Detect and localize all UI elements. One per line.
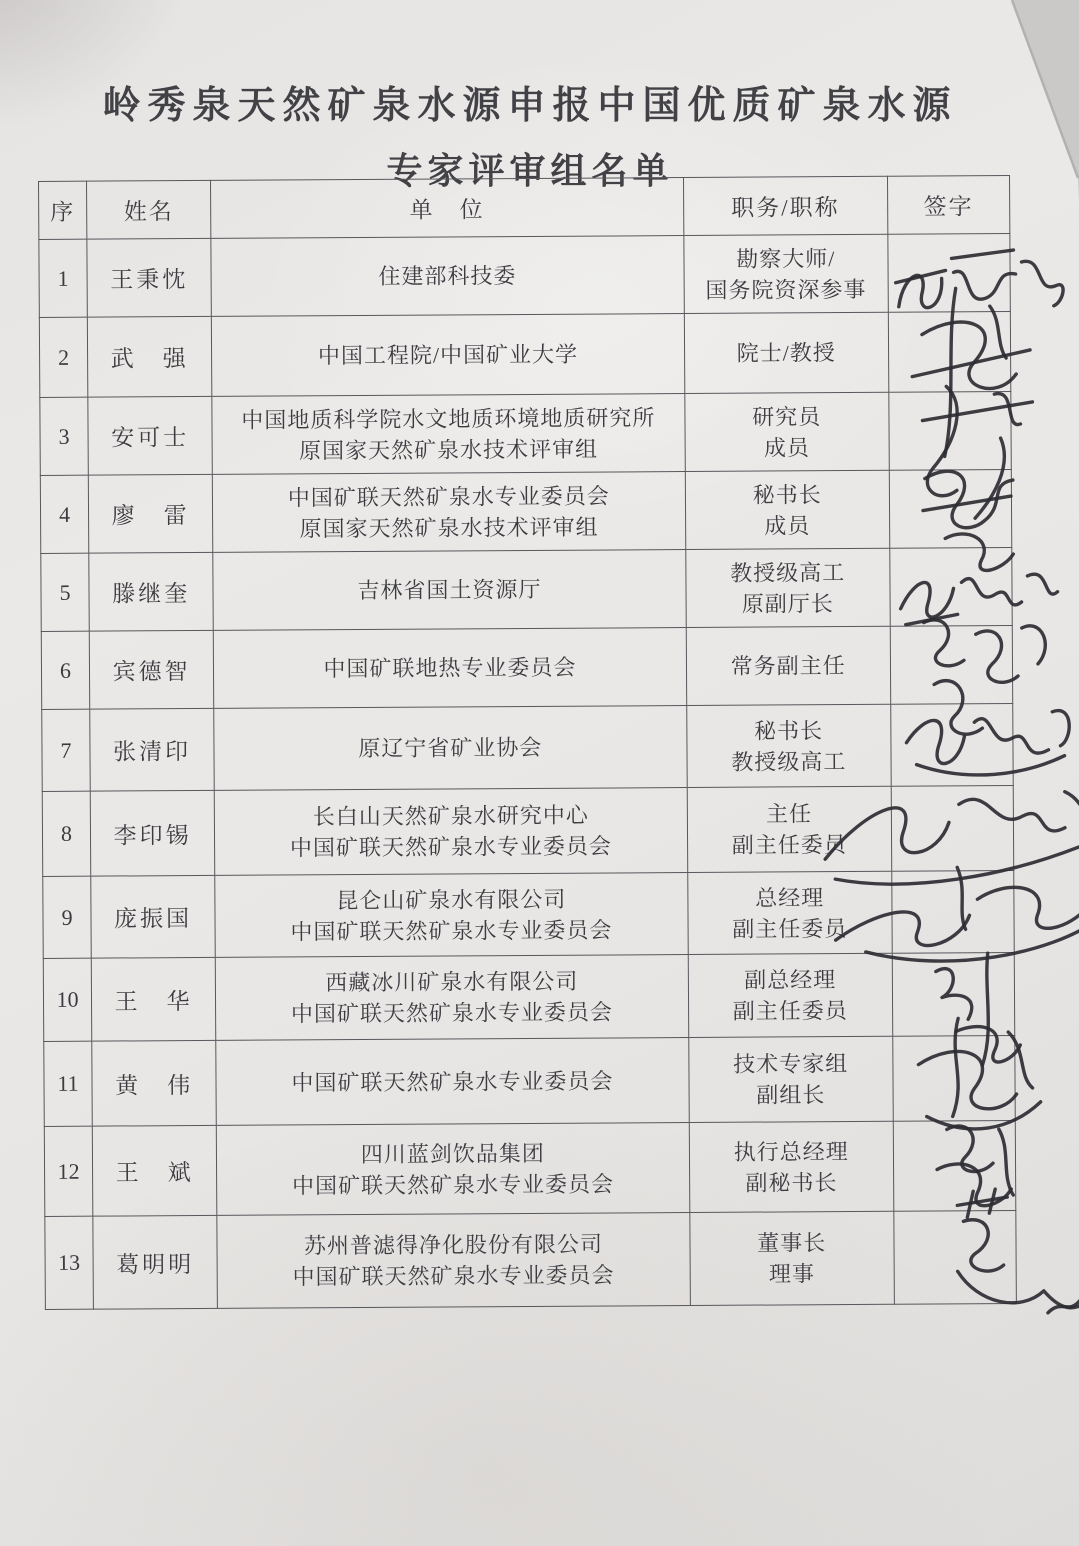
expert-name-cell: 葛明明 [93,1215,218,1309]
table-row [39,312,1010,398]
table-row [39,234,1010,318]
position-title-line: 成员 [764,512,811,539]
position-title-line: 主任 [766,801,813,827]
organization-cell [215,873,688,958]
expert-name-cell: 廖 雷 [88,474,213,553]
organization-cell [213,550,686,631]
header-title: 职务/职称 [683,176,888,235]
table-row [43,953,1014,1042]
header-no: 序 [39,181,87,239]
signature-cell [890,626,1013,705]
signature-cell [892,953,1015,1037]
signature-cell [888,234,1011,313]
row-number-cell: 6 [41,631,90,709]
position-title-line: 教授级高工 [731,748,847,775]
expert-name-cell: 王 斌 [92,1125,217,1216]
organization-cell [212,394,685,475]
table-row [41,548,1012,632]
organization-line: 中国矿联天然矿泉水专业委员会 [292,1262,615,1290]
table-row [42,704,1013,792]
row-number-cell: 12 [44,1126,93,1216]
row-number-cell: 4 [40,475,89,553]
organization-cell [216,1038,689,1126]
row-number-cell: 7 [42,709,91,791]
expert-table-body [39,234,1017,1310]
position-title-cell [686,704,891,787]
signature-cell [894,1211,1017,1305]
organization-line: 原国家天然矿泉水技术评审组 [298,436,599,463]
title-line-2: 专家评审组名单 [386,151,674,191]
position-title-line: 成员 [763,434,810,461]
position-title-line: 勘察大师/ [736,245,836,272]
organization-cell [214,788,687,876]
position-title-line: 技术专家组 [733,1051,849,1077]
position-title-line: 副秘书长 [745,1169,838,1196]
position-title-cell [684,392,889,471]
position-title-cell [687,786,892,872]
organization-line: 中国地质科学院水文地质环境地质研究所 [241,404,656,433]
row-number-cell: 8 [42,791,91,876]
header-sign: 签字 [887,176,1009,235]
table-row [40,392,1011,476]
expert-name-cell: 滕继奎 [89,552,214,631]
table-row [42,786,1014,877]
organization-line: 原辽宁省矿业协会 [358,734,543,762]
organization-line: 中国矿联天然矿泉水专业委员会 [287,482,610,510]
row-number-cell: 10 [43,958,92,1041]
position-title-line: 秘书长 [754,717,824,744]
position-title-line: 常务副主任 [730,653,846,679]
title-line-1: 岭秀泉天然矿泉水源申报中国优质矿泉水源 [102,85,958,127]
table-row [43,871,1014,959]
position-title-cell [688,1036,893,1122]
row-number-cell: 2 [39,317,88,397]
position-title-line: 国务院资深参事 [705,276,867,303]
row-number-cell: 3 [40,397,89,475]
organization-line: 吉林省国土资源厅 [357,576,542,604]
expert-name-cell: 武 强 [87,316,212,397]
row-number-cell: 13 [45,1216,94,1309]
signature-cell [889,392,1012,471]
position-title-line: 原副厅长 [741,590,834,617]
table-row [40,470,1011,554]
organization-line: 四川蓝剑饮品集团 [360,1140,545,1167]
expert-name-cell: 安可士 [88,396,213,475]
organization-line: 苏州普滤得净化股份有限公司 [303,1231,604,1259]
organization-cell [215,955,688,1041]
organization-line: 昆仑山矿泉水有限公司 [336,886,567,913]
signature-cell [891,704,1014,787]
position-title-line: 副组长 [756,1082,826,1108]
organization-line: 长白山天然矿泉水研究中心 [312,802,589,830]
position-title-cell [689,1121,894,1212]
expert-name-cell: 庞振国 [91,875,216,958]
header-name: 姓名 [87,180,211,239]
organization-cell [213,628,686,709]
organization-line: 西藏冰川矿泉水有限公司 [325,968,579,996]
organization-line: 中国矿联地热专业委员会 [323,654,577,682]
position-title-line: 总经理 [755,884,825,911]
expert-name-cell: 李印锡 [90,790,215,876]
organization-cell [217,1213,690,1309]
position-title-cell [689,1211,894,1305]
signature-cell [888,312,1011,393]
table-row [44,1036,1016,1127]
organization-line: 中国矿联天然矿泉水专业委员会 [291,1067,614,1095]
position-title-line: 理事 [768,1261,816,1287]
position-title-line: 副主任委员 [732,998,848,1024]
row-number-cell: 11 [44,1041,93,1126]
organization-cell [214,706,687,791]
position-title-line: 执行总经理 [733,1138,849,1165]
row-number-cell: 1 [39,239,88,317]
header-org: 单 位 [211,178,684,239]
row-number-cell: 9 [43,876,92,958]
signature-cell [893,1121,1016,1212]
expert-name-cell: 张清印 [90,708,215,791]
row-number-cell: 5 [41,553,90,631]
table-row [44,1121,1016,1217]
position-title-line: 秘书长 [752,481,822,508]
expert-name-cell: 王 华 [91,957,216,1041]
position-title-line: 院士/教授 [736,340,836,366]
signature-cell [893,1036,1016,1122]
position-title-cell [684,234,889,313]
table-row [41,626,1012,710]
expert-name-cell: 黄 伟 [92,1040,217,1126]
expert-name-cell: 王秉忱 [87,238,212,317]
position-title-cell [684,312,889,393]
organization-cell [211,236,684,317]
signature-cell [890,548,1013,627]
table-header-row [39,176,1010,240]
organization-cell [216,1123,689,1216]
organization-line: 中国矿联天然矿泉水专业委员会 [291,1170,615,1198]
organization-line: 原国家天然矿泉水技术评审组 [299,514,599,541]
organization-cell [212,472,685,553]
position-title-line: 副总经理 [744,967,837,993]
expert-name-cell: 宾德智 [89,630,214,709]
position-title-cell [685,548,890,627]
organization-line: 中国矿联天然矿泉水专业委员会 [290,999,614,1027]
signature-cell [889,470,1012,549]
organization-line: 中国矿联天然矿泉水专业委员会 [290,916,613,944]
position-title-cell [686,626,891,705]
position-title-cell [685,470,890,549]
expert-review-table [38,175,1017,1310]
position-title-line: 教授级高工 [730,559,846,586]
organization-line: 中国工程院/中国矿业大学 [317,341,579,369]
signature-cell [892,871,1015,954]
table-row [45,1211,1017,1310]
position-title-cell [688,953,893,1037]
organization-line: 中国矿联天然矿泉水专业委员会 [289,833,613,861]
position-title-line: 研究员 [752,403,822,430]
organization-line: 住建部科技委 [378,263,517,289]
organization-cell [212,314,685,397]
position-title-line: 董事长 [757,1230,827,1256]
position-title-line: 副主任委员 [732,915,848,942]
position-title-line: 副主任委员 [731,832,847,858]
signature-cell [891,786,1014,872]
position-title-cell [687,871,892,954]
